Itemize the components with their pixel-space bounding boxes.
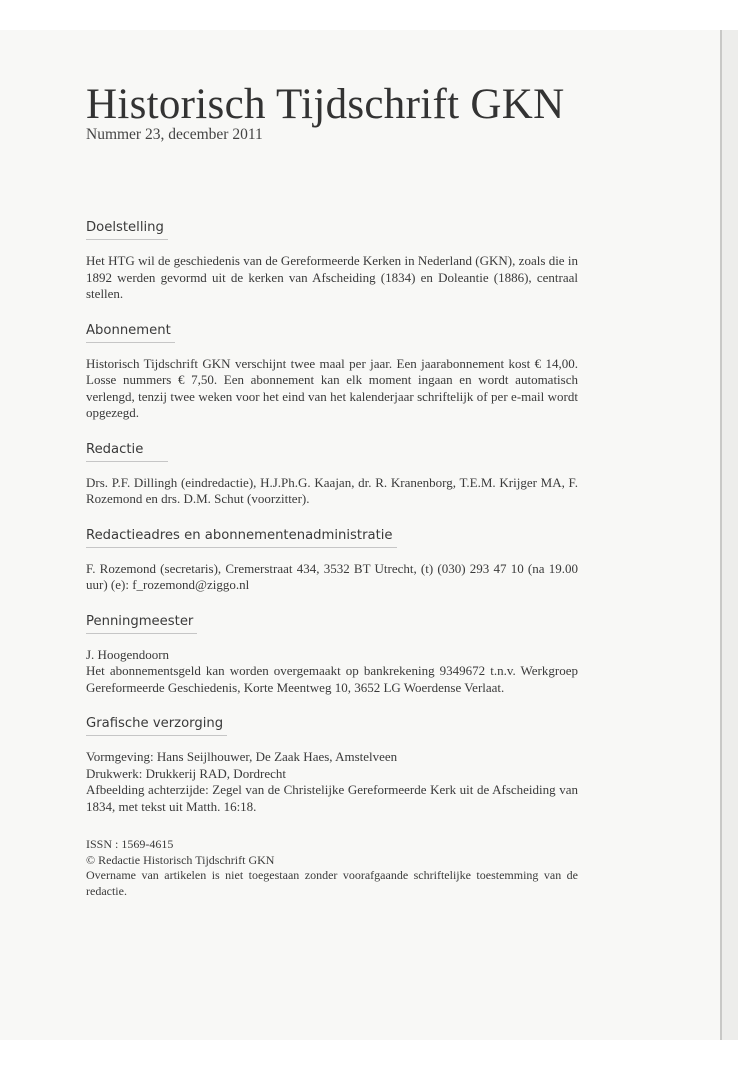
section-heading: Doelstelling (86, 220, 168, 240)
section-abonnement (86, 319, 578, 422)
colophon-footer (86, 837, 578, 899)
section-heading: Grafische verzorging (86, 716, 227, 736)
section-redactieadres (86, 524, 578, 594)
issue-subtitle: Nummer 23, december 2011 (86, 126, 263, 143)
page-edge (720, 30, 738, 1040)
copyright: © Redactie Historisch Tijdschrift GKN (86, 852, 275, 867)
section-penningmeester (86, 610, 578, 697)
section-text: F. Rozemond (secretaris), Cremerstraat 434, 3532 BT Utrecht, (t) (030) 293 47 10 (na 19.00 uur) (e): f_rozemond@ziggo.nl (86, 560, 578, 592)
drukwerk-line: Drukwerk: Drukkerij RAD, Dordrecht (86, 765, 287, 781)
section-doelstelling (86, 216, 578, 303)
section-heading: Abonnement (86, 323, 175, 343)
issn: ISSN : 1569-4615 (86, 837, 174, 851)
journal-title: Historisch Tijdschrift GKN (86, 81, 565, 128)
section-heading: Redactieadres en abonnementenadministratie (86, 528, 397, 548)
colophon-content (86, 216, 578, 899)
afbeelding-line: Afbeelding achterzijde: Zegel van de Christelijke Gereformeerde Kerk uit de Afscheiding van 1834, met tekst uit Matth. 16:18. (86, 782, 578, 814)
section-grafische-verzorging (86, 712, 578, 815)
section-text: Het HTG wil de geschiedenis van de Gereformeerde Kerken in Nederland (GKN), zoals die in 1892 werden gevormd uit de kerken van Afscheiding (1834) en Doleantie (1886), centraal stellen. (86, 253, 578, 301)
section-text: Historisch Tijdschrift GKN verschijnt twee maal per jaar. Een jaarabonnement kost € 14,00. Losse nummers € 7,50. Een abonnement kan elk moment ingaan en wordt automatisch verlengd, tenzij twee weken voor het eind van het kalenderjaar schriftelijk of per e-mail wordt opgezegd. (86, 355, 578, 420)
copyright-notice: Overname van artikelen is niet toegestaan zonder voorafgaande schriftelijke toestemming van de redactie. (86, 868, 578, 898)
section-heading: Penningmeester (86, 614, 197, 634)
section-text: Het abonnementsgeld kan worden overgemaakt op bankrekening 9349672 t.n.v. Werkgroep Gereformeerde Geschiedenis, Korte Meentweg 10, 3652 LG Woerdense Verlaat. (86, 663, 578, 695)
section-heading: Redactie (86, 442, 168, 462)
treasurer-name: J. Hoogendoorn (86, 646, 170, 662)
vormgeving-line: Vormgeving: Hans Seijlhouwer, De Zaak Haes, Amstelveen (86, 749, 398, 764)
section-text: Drs. P.F. Dillingh (eindredactie), H.J.Ph.G. Kaajan, dr. R. Kranenborg, T.E.M. Krijger MA, F. Rozemond en drs. D.M. Schut (voorzitter). (86, 474, 578, 506)
section-redactie (86, 438, 578, 508)
